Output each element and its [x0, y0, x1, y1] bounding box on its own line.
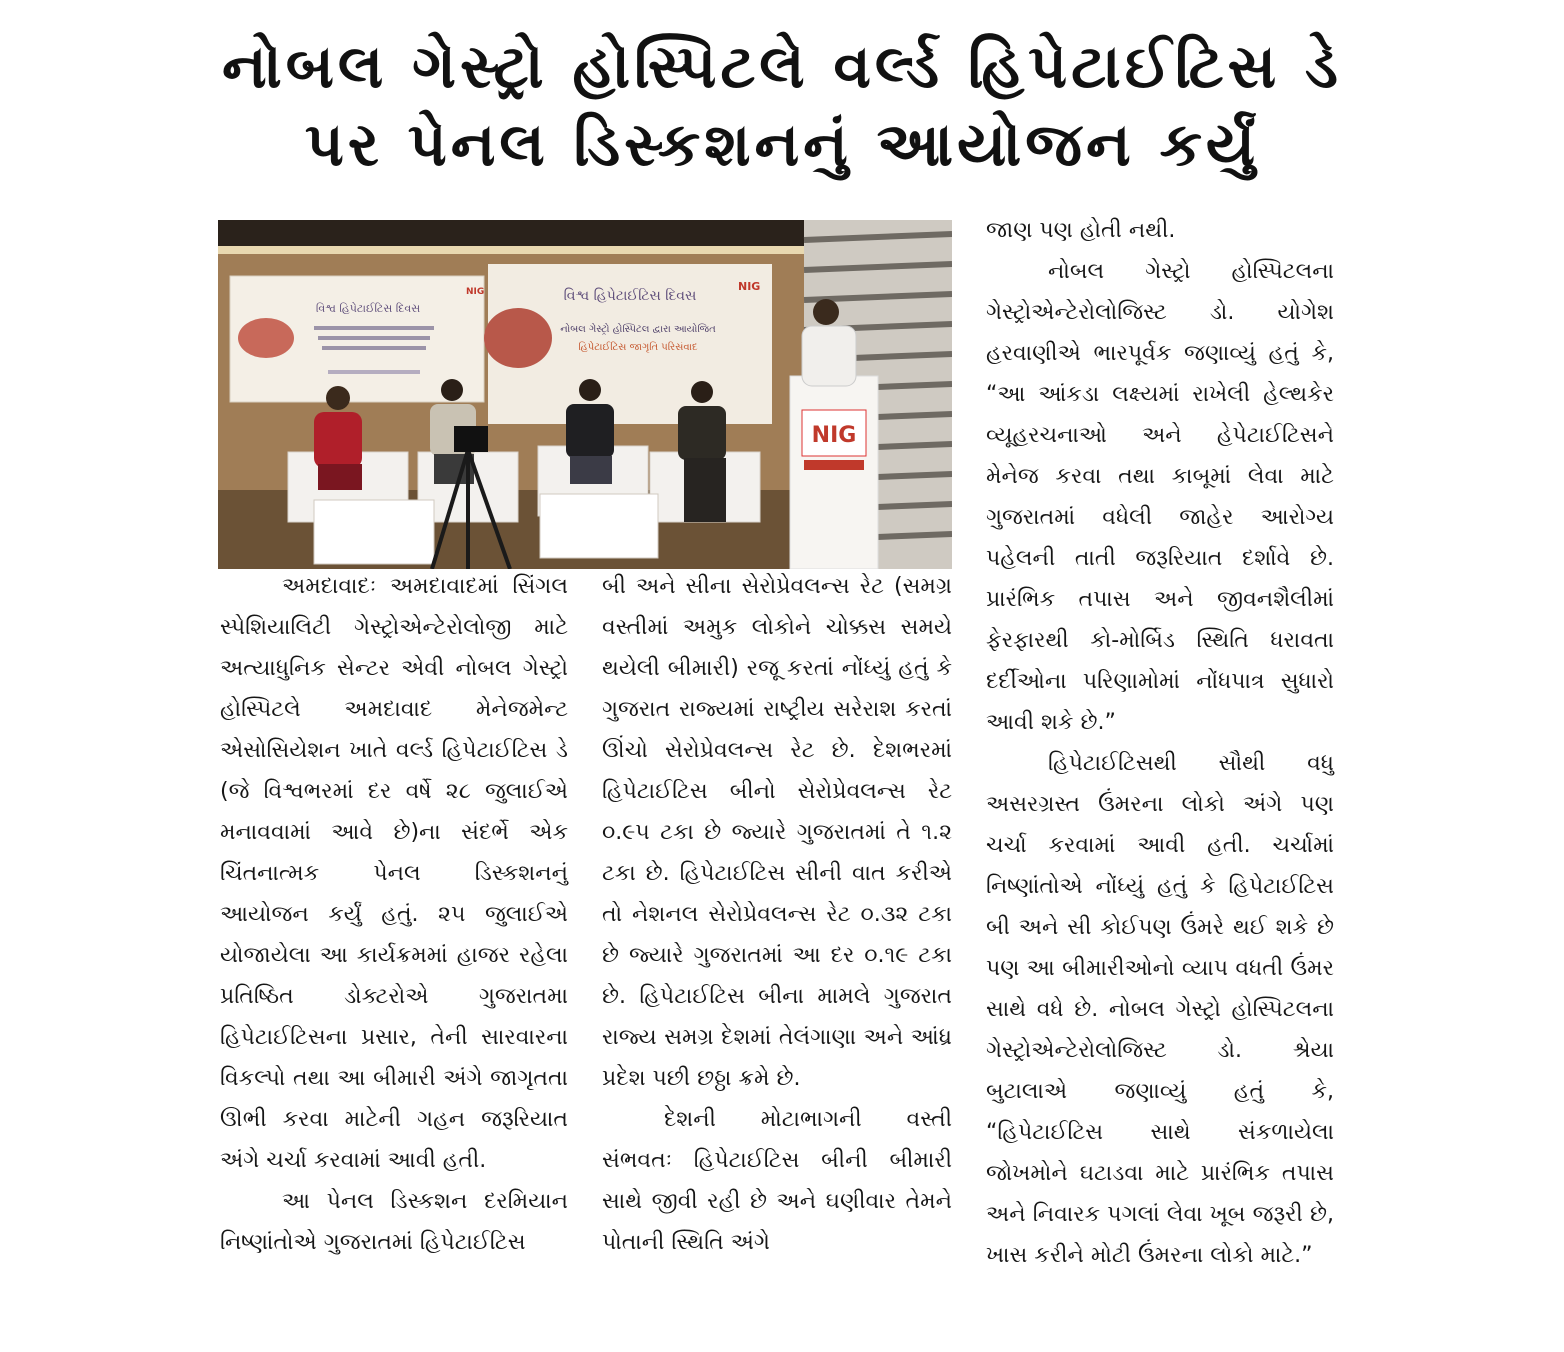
podium	[790, 376, 878, 569]
paragraph: નોબલ ગેસ્ટ્રો હોસ્પિટલના ગેસ્ટ્રોએન્ટેરોલોજિસ્ટ ડો. યોગેશ હરવાણીએ ભારપૂર્વક જણાવ્યું હતું કે, “આ આંકડા લક્ષ્યમાં રાખેલી હેલ્થકેર વ્યૂહરચનાઓ અને હેપેટાઈટિસને મેનેજ કરવા તથા કાબૂમાં લેવા માટે ગુજરાતમાં વધેલી જાહેર આરોગ્ય પહેલની તાતી જરૂરિયાત દર્શાવે છે. પ્રારંભિક તપાસ અને જીવનશૈલીમાં ફેરફારથી કો-મોર્બિડ સ્થિતિ ધરાવતા દર્દીઓના પરિણામોમાં નોંધપાત્ર સુધારો આવી શકે છે.”	[986, 259, 1334, 735]
headline	[160, 28, 1404, 184]
article-column-3	[986, 210, 1334, 1276]
podium-logo: NIG	[811, 423, 857, 448]
liver-graphic-left	[238, 318, 294, 358]
event-photo	[218, 220, 952, 569]
event-photo-illustration	[218, 220, 952, 569]
paragraph: આ પેનલ ડિસ્કશન દરમિયાન નિષ્ણાંતોએ ગુજરાતમાં હિપેટાઈટિસ	[220, 1189, 568, 1255]
liver-graphic-banner	[484, 308, 552, 368]
article-column-2	[602, 566, 952, 1263]
ceiling-light-strip	[218, 246, 818, 254]
ceiling	[218, 220, 818, 250]
headline-line-1: નોબલ ગેસ્ટ્રો હોસ્પિટલે વર્લ્ડ હિપેટાઈટિસ ડે	[222, 32, 1342, 102]
paragraph: દેશની મોટાભાગની વસ્તી સંભવતઃ હિપેટાઈટિસ બીની બીમારી સાથે જીવી રહી છે અને ઘણીવાર તેમને પોતાની સ્થિતિ અંગે	[602, 1107, 952, 1255]
screen-title: વિશ્વ હિપેટાઈટિસ દિવસ	[315, 302, 421, 315]
article-column-1	[220, 566, 568, 1263]
headline-line-2: પર પેનલ ડિસ્કશનનું આયોજન કર્યું	[304, 110, 1260, 180]
banner-logo: NIG	[738, 280, 761, 293]
camera	[454, 426, 488, 452]
paragraph: અમદાવાદઃ અમદાવાદમાં સિંગલ સ્પેશિયાલિટી ગેસ્ટ્રોએન્ટેરોલોજી માટે અત્યાધુનિક સેન્ટર એવી નોબલ ગેસ્ટ્રો હોસ્પિટલે અમદાવાદ મેનેજમેન્ટ એસોસિયેશન ખાતે વર્લ્ડ હિપેટાઈટિસ ડે (જે વિશ્વભરમાં દર વર્ષે ૨૮ જુલાઈએ મનાવવામાં આવે છે)ના સંદર્ભે એક ચિંતનાત્મક પેનલ ડિસ્કશનનું આયોજન કર્યું હતું. ૨૫ જુલાઈએ યોજાયેલા આ કાર્યક્રમમાં હાજર રહેલા પ્રતિષ્ઠિત ડોક્ટરોએ ગુજરાતમા હિપેટાઈટિસના પ્રસાર, તેની સારવારના વિકલ્પો તથા આ બીમારી અંગે જાગૃતતા ઊભી કરવા માટેની ગહન જરૂરિયાત અંગે ચર્ચા કરવામાં આવી હતી.	[220, 574, 568, 1173]
banner-line-1: નોબલ ગેસ્ટ્રો હોસ્પિટલ દ્વારા આયોજિત	[560, 324, 716, 335]
paragraph: બી અને સીના સેરોપ્રેવલન્સ રેટ (સમગ્ર વસ્તીમાં અમુક લોકોને ચોક્કસ સમયે થયેલી બીમારી) રજૂ કરતાં નોંધ્યું હતું કે ગુજરાત રાજ્યમાં રાષ્ટ્રીય સરેરાશ કરતાં ઊંચો સેરોપ્રેવલન્સ રેટ છે. દેશભરમાં હિપેટાઈટિસ બીનો સેરોપ્રેવલન્સ રેટ ૦.૯૫ ટકા છે જ્યારે ગુજરાતમાં તે ૧.૨ ટકા છે. હિપેટાઈટિસ સીની વાત કરીએ તો નેશનલ સેરોપ્રેવલન્સ રેટ ૦.૩૨ ટકા છે જ્યારે ગુજરાતમાં આ દર ૦.૧૯ ટકા છે. હિપેટાઈટિસ બીના મામલે ગુજરાત રાજ્ય સમગ્ર દેશમાં તેલંગાણા અને આંધ્ર પ્રદેશ પછી છઠ્ઠા ક્રમે છે.	[602, 574, 952, 1091]
paragraph: જાણ પણ હોતી નથી.	[986, 218, 1176, 243]
paragraph: હિપેટાઈટિસથી સૌથી વધુ અસરગ્રસ્ત ઉંમરના લોકો અંગે પણ ચર્ચા કરવામાં આવી હતી. ચર્ચામાં નિષ્ણાંતોએ નોંધ્યું હતું કે હિપેટાઈટિસ બી અને સી કોઈપણ ઉંમરે થઈ શકે છે પણ આ બીમારીઓનો વ્યાપ વધતી ઉંમર સાથે વધે છે. નોબલ ગેસ્ટ્રો હોસ્પિટલના ગેસ્ટ્રોએન્ટેરોલોજિસ્ટ ડો. શ્રેયા બુટાલાએ જણાવ્યું હતું કે, “હિપેટાઈટિસ સાથે સંકળાયેલા જોખમોને ઘટાડવા માટે પ્રારંભિક તપાસ અને નિવારક પગલાં લેવા ખૂબ જરૂરી છે, ખાસ કરીને મોટી ઉંમરના લોકો માટે.”	[986, 751, 1334, 1268]
banner-line-2: હિપેટાઈટિસ જાગૃતિ પરિસંવાદ	[578, 342, 698, 353]
screen-logo: NIG	[466, 287, 485, 297]
banner-title: વિશ્વ હિપેટાઈટિસ દિવસ	[563, 288, 697, 304]
